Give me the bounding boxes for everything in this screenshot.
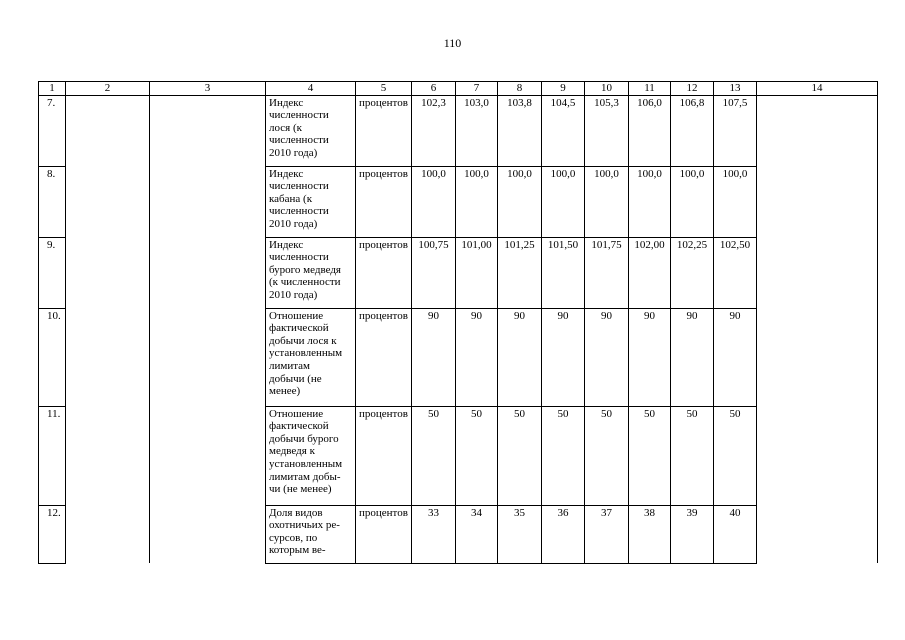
indicator-line: медведя к <box>269 445 315 458</box>
value-cell: 36 <box>542 505 585 563</box>
column-header: 14 <box>757 82 878 96</box>
column-header: 5 <box>356 82 412 96</box>
indicator-line: добычи бурого <box>269 432 339 445</box>
value-cell: 106,8 <box>671 95 714 166</box>
indicators-table <box>38 81 878 564</box>
value-cell: 50 <box>456 406 498 505</box>
indicator-line: 2010 года) <box>269 217 318 230</box>
value-cell: 38 <box>629 505 671 563</box>
unit-cell: процентов <box>356 406 412 505</box>
value-cell: 50 <box>714 406 757 505</box>
row-number: 12. <box>39 505 66 563</box>
value-cell: 100,0 <box>456 166 498 237</box>
column-header: 12 <box>671 82 714 96</box>
indicator-line: численности <box>269 134 329 147</box>
column-header: 6 <box>412 82 456 96</box>
indicator-line: численности <box>269 251 329 264</box>
indicator-line: Доля видов <box>269 506 323 519</box>
value-cell: 101,50 <box>542 237 585 308</box>
indicator-line: лимитам добы- <box>269 470 341 483</box>
value-cell: 39 <box>671 505 714 563</box>
column-header: 7 <box>456 82 498 96</box>
indicator-line: чи (не менее) <box>269 483 332 496</box>
value-cell: 102,3 <box>412 95 456 166</box>
indicator-line: добычи лося к <box>269 334 337 347</box>
row-number: 11. <box>39 406 66 505</box>
indicator-name <box>266 95 356 166</box>
indicator-line: фактической <box>269 322 329 335</box>
value-cell: 100,0 <box>671 166 714 237</box>
indicator-line: охотничьих ре- <box>269 519 340 532</box>
indicator-line: установленным <box>269 457 343 470</box>
value-cell: 100,0 <box>585 166 629 237</box>
unit-cell: процентов <box>356 505 412 563</box>
value-cell: 100,0 <box>714 166 757 237</box>
value-cell: 100,0 <box>498 166 542 237</box>
value-cell: 34 <box>456 505 498 563</box>
page-number: 110 <box>443 36 462 50</box>
value-cell: 50 <box>542 406 585 505</box>
value-cell: 90 <box>412 308 456 406</box>
indicator-name <box>266 308 356 406</box>
value-cell: 100,0 <box>629 166 671 237</box>
value-cell: 37 <box>585 505 629 563</box>
indicator-line: бурого медведя <box>269 263 341 276</box>
column-header: 8 <box>498 82 542 96</box>
column-header: 3 <box>150 82 266 96</box>
unit-cell: процентов <box>356 95 412 166</box>
empty-cell-col2 <box>66 95 150 563</box>
indicator-name <box>266 505 356 563</box>
indicator-line: Отношение <box>269 407 324 420</box>
row-number: 8. <box>39 166 66 237</box>
value-cell: 33 <box>412 505 456 563</box>
value-cell: 40 <box>714 505 757 563</box>
column-header: 13 <box>714 82 757 96</box>
value-cell: 103,0 <box>456 95 498 166</box>
value-cell: 90 <box>629 308 671 406</box>
value-cell: 107,5 <box>714 95 757 166</box>
indicator-line: которым ве- <box>269 544 326 557</box>
value-cell: 101,75 <box>585 237 629 308</box>
value-cell: 50 <box>671 406 714 505</box>
indicator-line: Индекс <box>269 238 304 251</box>
indicator-line: (к численности <box>269 276 341 289</box>
value-cell: 90 <box>714 308 757 406</box>
value-cell: 101,25 <box>498 237 542 308</box>
value-cell: 90 <box>542 308 585 406</box>
indicator-line: менее) <box>269 385 301 398</box>
indicator-line: сурсов, по <box>269 531 318 544</box>
empty-cell-col3 <box>150 95 266 563</box>
value-cell: 104,5 <box>542 95 585 166</box>
column-header: 4 <box>266 82 356 96</box>
indicator-line: Индекс <box>269 167 304 180</box>
row-number: 9. <box>39 237 66 308</box>
value-cell: 100,0 <box>542 166 585 237</box>
empty-cell-col14 <box>757 95 878 563</box>
row-number: 10. <box>39 308 66 406</box>
column-header: 11 <box>629 82 671 96</box>
unit-cell: процентов <box>356 166 412 237</box>
indicator-line: лимитам <box>269 359 311 372</box>
column-header: 2 <box>66 82 150 96</box>
value-cell: 50 <box>629 406 671 505</box>
value-cell: 50 <box>412 406 456 505</box>
indicator-name <box>266 237 356 308</box>
indicator-name <box>266 166 356 237</box>
value-cell: 90 <box>671 308 714 406</box>
indicator-name <box>266 406 356 505</box>
value-cell: 100,75 <box>412 237 456 308</box>
indicator-line: установленным <box>269 347 343 360</box>
column-header: 10 <box>585 82 629 96</box>
value-cell: 102,25 <box>671 237 714 308</box>
value-cell: 102,00 <box>629 237 671 308</box>
indicator-line: численности <box>269 109 329 122</box>
value-cell: 102,50 <box>714 237 757 308</box>
value-cell: 35 <box>498 505 542 563</box>
value-cell: 106,0 <box>629 95 671 166</box>
unit-cell: процентов <box>356 237 412 308</box>
column-header: 1 <box>39 82 66 96</box>
indicator-line: фактической <box>269 420 329 433</box>
value-cell: 103,8 <box>498 95 542 166</box>
indicator-line: 2010 года) <box>269 288 318 301</box>
indicator-line: 2010 года) <box>269 146 318 159</box>
value-cell: 50 <box>585 406 629 505</box>
header-row <box>39 82 878 96</box>
indicator-line: численности <box>269 205 329 218</box>
table-body <box>39 95 878 563</box>
value-cell: 50 <box>498 406 542 505</box>
indicator-line: добычи (не <box>269 372 322 385</box>
indicator-line: лося (к <box>269 121 302 134</box>
column-header: 9 <box>542 82 585 96</box>
table-row <box>39 95 878 166</box>
unit-cell: процентов <box>356 308 412 406</box>
indicator-line: численности <box>269 180 329 193</box>
value-cell: 90 <box>498 308 542 406</box>
row-number: 7. <box>39 95 66 166</box>
value-cell: 100,0 <box>412 166 456 237</box>
indicator-line: Индекс <box>269 96 304 109</box>
indicator-line: Отношение <box>269 309 324 322</box>
value-cell: 105,3 <box>585 95 629 166</box>
value-cell: 90 <box>456 308 498 406</box>
value-cell: 90 <box>585 308 629 406</box>
indicator-line: кабана (к <box>269 192 313 205</box>
value-cell: 101,00 <box>456 237 498 308</box>
